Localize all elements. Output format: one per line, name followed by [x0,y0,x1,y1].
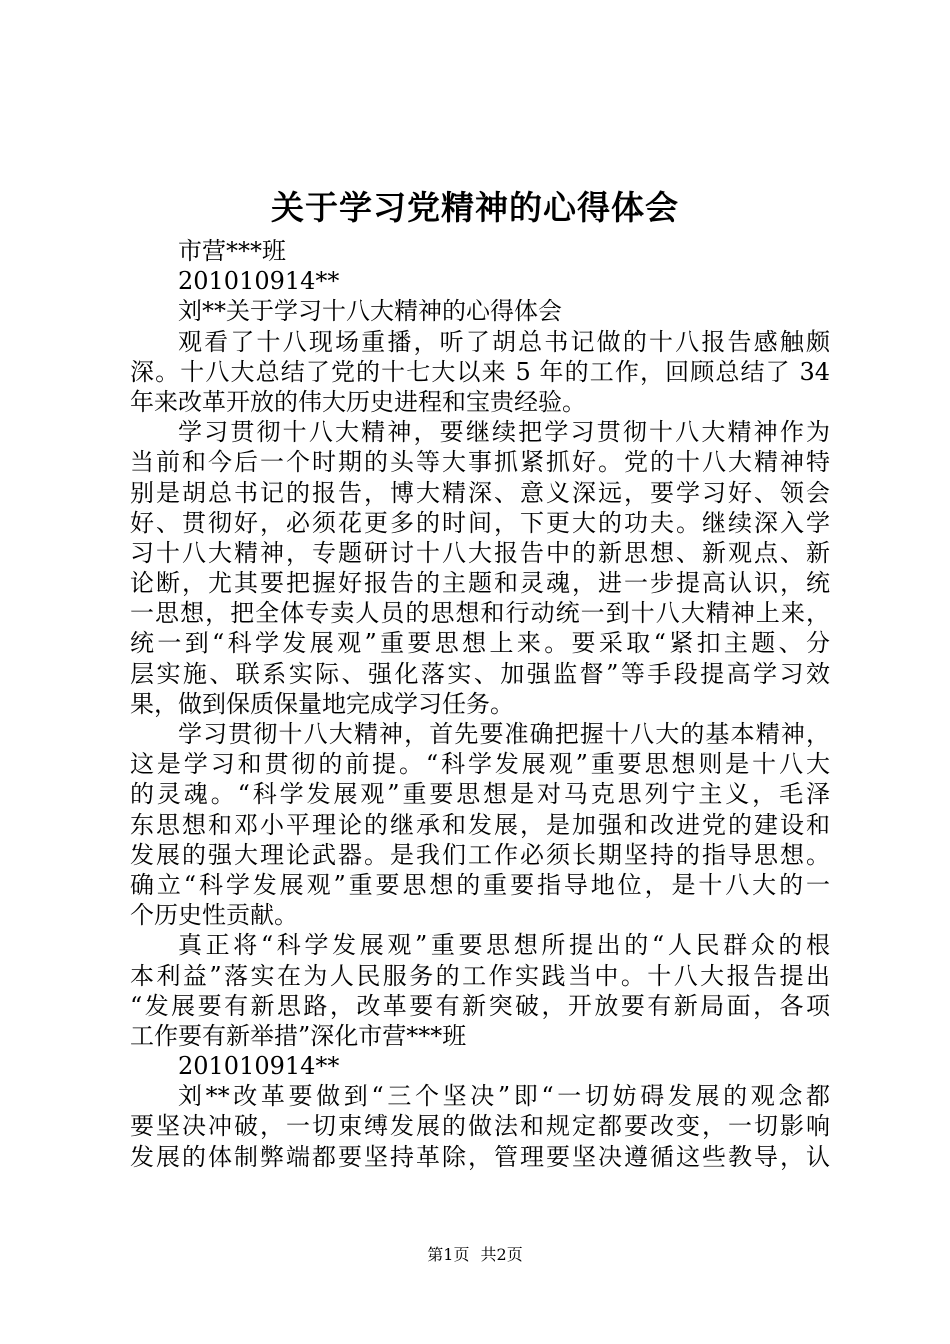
text-line: 工作要有新举措”深化市营***班 [130,1021,467,1050]
text-line: 一思想，把全体专卖人员的思想和行动统一到十八大精神上来， [130,599,830,628]
document-title: 关于学习党精神的心得体会 [271,188,679,227]
text-line: 这是学习和贯彻的前提。“科学发展观”重要思想则是十八大 [130,750,830,779]
text-line: 201010914** [178,1052,340,1081]
text-line: 论断，尤其要把握好报告的主题和灵魂，进一步提高认识，统 [130,569,830,598]
text-line: 的灵魂。“科学发展观”重要思想是对马克思列宁主义，毛泽 [130,780,830,809]
text-line: 本利益”落实在为人民服务的工作实践当中。十八大报告提出 [130,961,830,990]
text-line: 发展的强大理论武器。是我们工作必须长期坚持的指导思想。 [130,840,830,869]
text-line: 市营***班 [178,237,286,265]
text-line: 观看了十八现场重播，听了胡总书记做的十八报告感触颇 [178,327,830,356]
text-line: 好、贯彻好，必须花更多的时间，下更大的功夫。继续深入学 [130,508,830,537]
text-line: 东思想和邓小平理论的继承和发展，是加强和改进党的建设和 [130,810,830,839]
text-line: 年来改革开放的伟大历史进程和宝贵经验。 [130,387,586,416]
text-line: 深。十八大总结了党的十七大以来 5 年的工作，回顾总结了 34 [130,357,830,386]
text-line: 刘**关于学习十八大精神的心得体会 [178,297,562,326]
page-number: 第1页 [427,1245,470,1264]
text-line: 当前和今后一个时期的头等大事抓紧抓好。党的十八大精神特 [130,448,830,477]
document-body [130,236,830,1172]
text-line: 统一到“科学发展观”重要思想上来。要采取“紧扣主题、分 [130,629,830,658]
text-line: 习十八大精神，专题研讨十八大报告中的新思想、新观点、新 [130,538,830,567]
text-line: 层实施、联系实际、强化落实、加强监督”等手段提高学习效 [130,659,830,688]
text-line: 个历史性贡献。 [130,901,298,930]
text-line: 学习贯彻十八大精神，要继续把学习贯彻十八大精神作为 [178,418,830,447]
text-line: 发展的体制弊端都要坚持革除，管理要坚决遵循这些教导，认 [130,1142,830,1171]
text-line: 确立“科学发展观”重要思想的重要指导地位，是十八大的一 [130,870,830,899]
page-total: 共2页 [480,1245,523,1264]
text-line: 学习贯彻十八大精神，首先要准确把握十八大的基本精神， [178,720,830,748]
text-line: 要坚决冲破，一切束缚发展的做法和规定都要改变，一切影响 [130,1112,830,1141]
text-line: 刘**改革要做到“三个坚决”即“一切妨碍发展的观念都 [178,1082,830,1111]
text-line: 别是胡总书记的报告，博大精深、意义深远，要学习好、领会 [130,478,830,507]
page-footer [0,1244,950,1266]
text-line: 201010914** [178,267,340,296]
text-line: 真正将“科学发展观”重要思想所提出的“人民群众的根 [178,931,830,960]
text-line: 果，做到保质保量地完成学习任务。 [130,689,514,718]
text-line: “发展要有新思路，改革要有新突破，开放要有新局面，各项 [130,991,830,1020]
